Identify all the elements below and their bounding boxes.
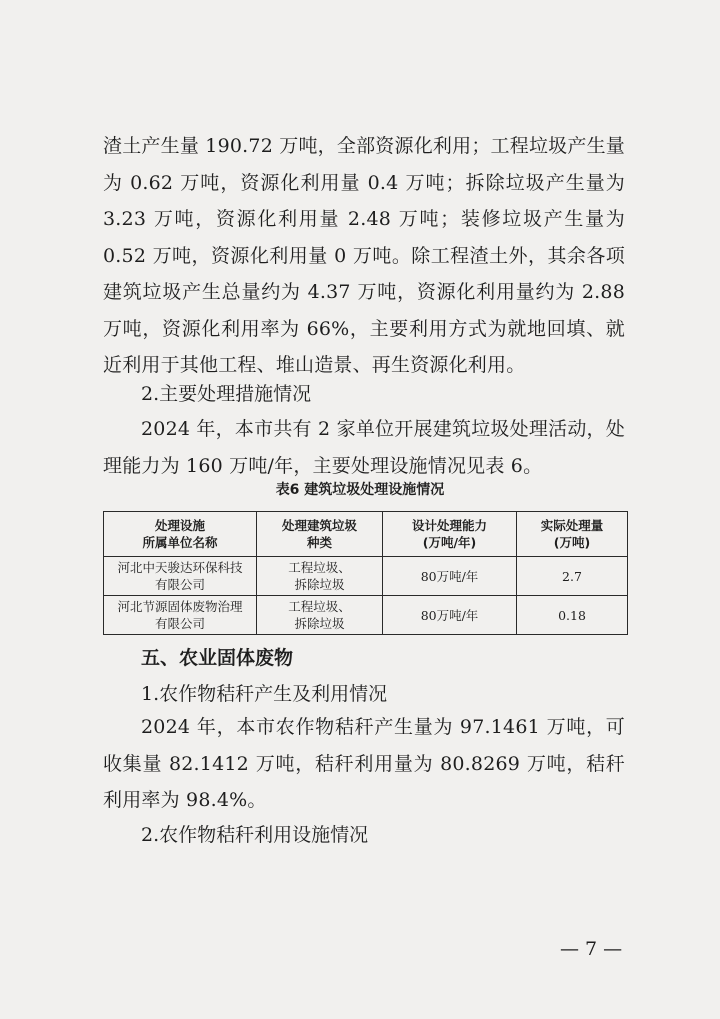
table-row: [104, 596, 628, 635]
subheading-treatment-measures: 2.主要处理措施情况: [141, 383, 312, 405]
cell-unit-name: 河北节源固体废物治理 有限公司: [104, 596, 257, 635]
header-design-capacity: 设计处理能力 (万吨/年): [383, 512, 517, 557]
paragraph-construction-waste-stats: 渣土产生量 190.72 万吨，全部资源化利用；工程垃圾产生量为 0.62 万吨，资源化利用量 0.4 万吨；拆除垃圾产生量为 3.23 万吨，资源化利用量 2.48 万吨；装修垃圾产生量为 0.52 万吨，资源化利用量 0 万吨。除工程渣土外，其余各项建筑垃圾产生总量约为 4.37 万吨，资源化利用量约为 2.88 万吨，资源化利用率为 66%，主要利用方式为就地回填、就近利用于其他工程、堆山造景、再生资源化利用。: [103, 135, 625, 376]
cell-actual-volume: 2.7: [517, 557, 628, 596]
subheading-straw-facilities: 2.农作物秸秆利用设施情况: [141, 824, 369, 846]
facility-table: [103, 511, 628, 635]
table-caption: 表6 建筑垃圾处理设施情况: [275, 482, 445, 498]
table-header-row: [104, 512, 628, 557]
cell-waste-type: 工程垃圾、 拆除垃圾: [257, 596, 383, 635]
header-waste-type: 处理建筑垃圾 种类: [257, 512, 383, 557]
page-number: — 7 —: [560, 938, 623, 960]
section-heading-agricultural-waste: 五、农业固体废物: [141, 647, 294, 669]
header-unit-name: 处理设施 所属单位名称: [104, 512, 257, 557]
cell-waste-type: 工程垃圾、 拆除垃圾: [257, 557, 383, 596]
paragraph-straw-stats: 2024 年，本市农作物秸秆产生量为 97.1461 万吨，可收集量 82.1412 万吨，秸秆利用量为 80.8269 万吨，秸秆利用率为 98.4%。: [103, 716, 625, 811]
table-row: [104, 557, 628, 596]
cell-design-capacity: 80万吨/年: [383, 557, 517, 596]
header-actual-volume: 实际处理量 (万吨): [517, 512, 628, 557]
cell-actual-volume: 0.18: [517, 596, 628, 635]
paragraph-treatment-capacity: 2024 年，本市共有 2 家单位开展建筑垃圾处理活动，处理能力为 160 万吨/年，主要处理设施情况见表 6。: [103, 418, 625, 477]
cell-design-capacity: 80万吨/年: [383, 596, 517, 635]
subheading-straw-generation: 1.农作物秸秆产生及利用情况: [141, 683, 388, 705]
cell-unit-name: 河北中天骏达环保科技 有限公司: [104, 557, 257, 596]
